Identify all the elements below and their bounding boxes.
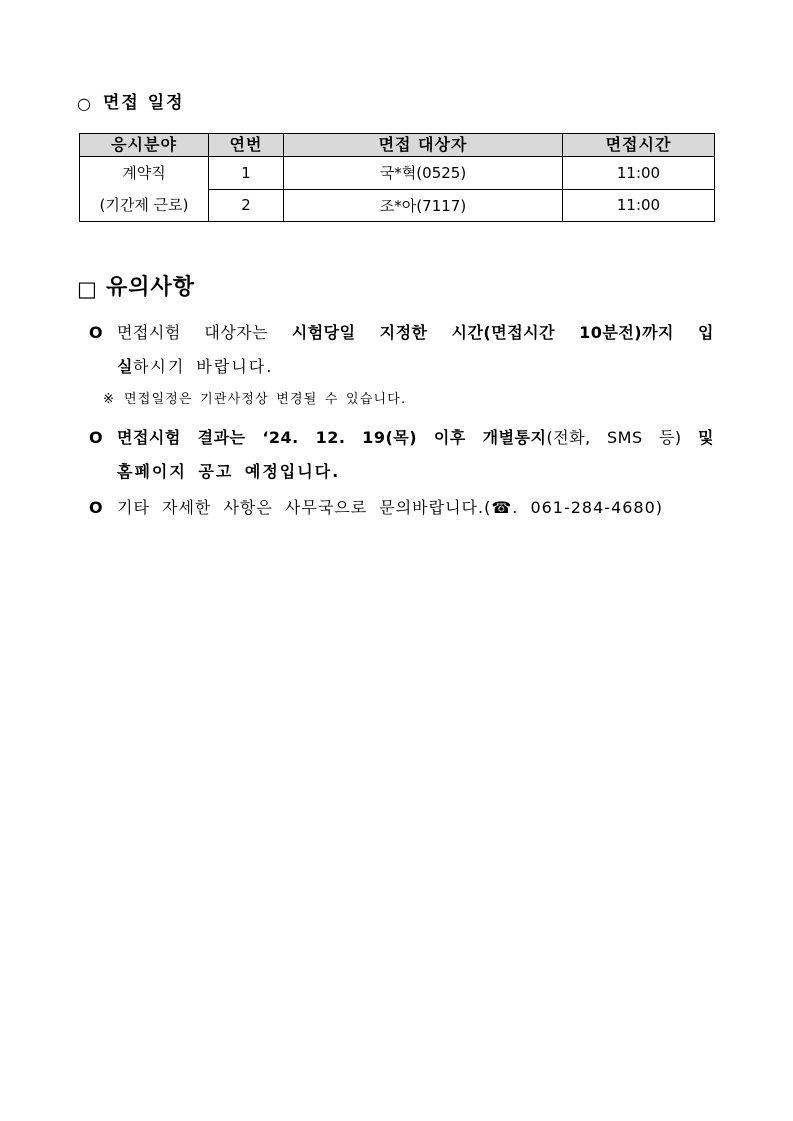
item-text-emphasis: 홈페이지 공고 예정입니다. <box>117 462 341 481</box>
header-time: 면접시간 <box>563 134 715 157</box>
header-number: 연번 <box>209 134 284 157</box>
row-time: 11:00 <box>563 157 715 190</box>
schedule-heading: 면접 일정 <box>103 93 185 113</box>
item-text: 면접시험 대상자는 <box>117 323 292 342</box>
list-item-line <box>117 323 714 343</box>
list-item-line <box>117 357 273 377</box>
item-text: (전화, SMS 등) <box>546 428 699 447</box>
item-text-emphasis: 면접시험 결과는 ‘24. 12. 19(목) 이후 개별통지 <box>117 428 547 447</box>
bullet: O <box>89 428 103 447</box>
row-time: 11:00 <box>563 189 715 222</box>
table-header-row <box>80 134 715 157</box>
contact-info: 기타 자세한 사항은 사무국으로 문의바랍니다.(☎. 061-284-4680) <box>117 498 664 517</box>
row-candidate: 조*아(7117) <box>284 189 563 222</box>
row-number: 2 <box>209 189 284 222</box>
list-item-line <box>117 428 714 448</box>
item-text: 하시기 바랍니다. <box>132 357 274 376</box>
bullet: O <box>89 323 103 342</box>
interview-schedule-table <box>79 133 715 222</box>
notes-heading: 유의사항 <box>106 275 196 300</box>
item-text-emphasis: 실 <box>117 357 133 376</box>
table-row <box>80 157 715 190</box>
square-marker-icon: □ <box>77 277 97 301</box>
reference-mark-icon: ※ <box>103 392 114 407</box>
item-text-emphasis: 및 <box>698 428 714 447</box>
row-candidate: 국*혁(0525) <box>284 157 563 190</box>
bullet: O <box>89 498 103 517</box>
field-cell <box>80 157 209 222</box>
schedule-change-note: 면접일정은 기관사정상 변경될 수 있습니다. <box>124 392 407 407</box>
field-subtype: (기간제 근로) <box>99 196 189 214</box>
field-type: 계약직 <box>122 164 166 182</box>
header-candidate: 면접 대상자 <box>284 134 563 157</box>
item-text-emphasis: 시험당일 지정한 시간(면접시간 10분전)까지 입 <box>291 323 714 342</box>
row-number: 1 <box>209 157 284 190</box>
header-field: 응시분야 <box>80 134 209 157</box>
circle-marker-icon: ○ <box>77 94 91 113</box>
